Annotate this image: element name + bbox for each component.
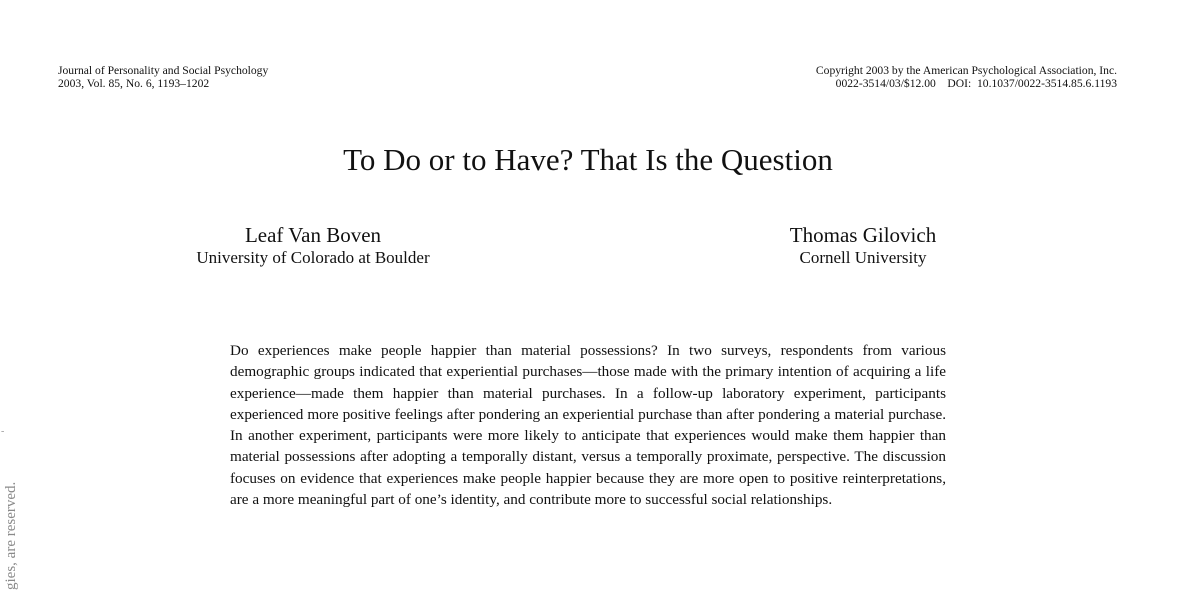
author-affiliation: University of Colorado at Boulder xyxy=(196,248,430,267)
journal-name: Journal of Personality and Social Psychology xyxy=(58,64,269,77)
author-block-1 xyxy=(160,223,466,268)
author-name: Thomas Gilovich xyxy=(789,223,937,247)
copyright-line: Copyright 2003 by the American Psychological Association, Inc. xyxy=(815,64,1117,77)
journal-volume-pages: 2003, Vol. 85, No. 6, 1193–1202 xyxy=(58,77,210,90)
article-title: To Do or to Have? That Is the Question xyxy=(343,142,833,177)
copyright-notice xyxy=(816,64,1117,90)
author-affiliation: Cornell University xyxy=(799,248,927,267)
doi-line: 0022-3514/03/$12.00 DOI: 10.1037/0022-3514.85.6.1193 xyxy=(835,77,1117,90)
margin-rights-text: gies, are reserved. xyxy=(3,481,19,590)
author-block-2 xyxy=(740,223,986,268)
author-name: Leaf Van Boven xyxy=(244,223,382,247)
margin-tick: - xyxy=(1,426,5,437)
journal-citation xyxy=(58,64,268,90)
abstract: Do experiences make people happier than material possessions? In two surveys, respondents from various demographic groups indicated that experiential purchases—those made with the primary intention of acquiring a life experience—made them happier than material purchases. In a follow-up laboratory experiment, participants experienced more positive feelings after pondering an experiential purchase than after pondering a material purchase. In another experiment, participants were more likely to anticipate that experiences would make them happier than material possessions after adopting a temporally distant, versus a temporally proximate, perspective. The discussion focuses on evidence that experiences make people happier because they are more open to positive reinterpretations, are a more meaningful part of one’s identity, and contribute more to successful social relationships. xyxy=(230,342,946,508)
